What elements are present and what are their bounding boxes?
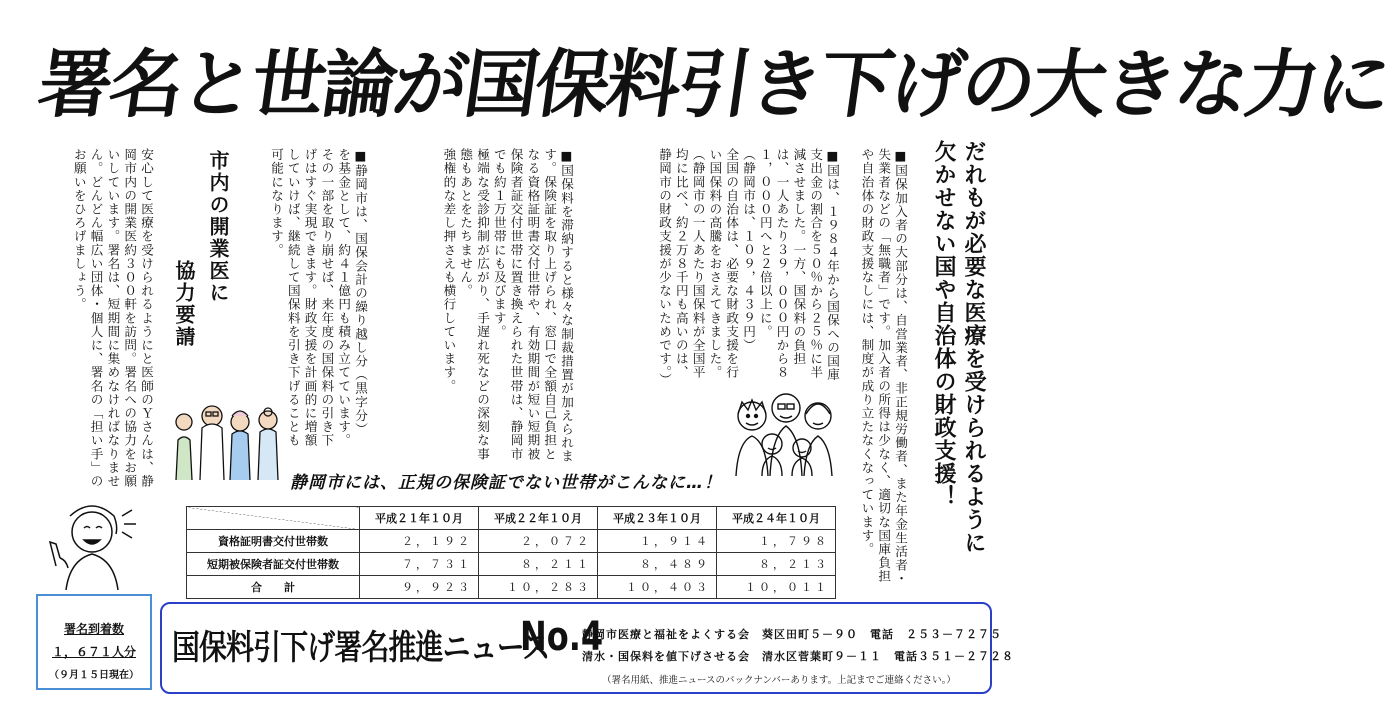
- middle-body-1: ■国保料を滞納すると様々な制裁措置が加えられます。保険証を取り上げられ、窓口で全額自己負担となる資格証明書交付世帯や、有効期間が短い短期被保険者証交付世帯に置き換えられた世帯は、静岡市でも約１万世帯にも及びます。 極端な受診抑制が広がり、手遅れ死などの深刻な事態もあとをたちません。 強権的な差し押さえも横行しています。: [441, 148, 574, 464]
- medical-staff-illustration: [170, 400, 288, 480]
- signature-count-value: １，６７１人分: [51, 645, 136, 659]
- table-cell: ２，０７２: [479, 530, 598, 553]
- news-number: No.4: [520, 614, 604, 660]
- table-header: 平成２２年１０月: [479, 507, 598, 530]
- table-cell: ８，２１１: [479, 553, 598, 576]
- headline: 署名と世論が国保料引き下げの大きな力に: [32, 42, 1394, 128]
- table-corner: [187, 507, 360, 530]
- table-row: [187, 553, 836, 576]
- right-body-1: ■国保加入者の大部分は、自営業者、非正規労働者、また年金生活者・失業者などの「無職者」です。加入者の所得は少なく、適切な国庫負担や自治体の財政支援なしには、制度が成り立たなくなっています。: [859, 148, 908, 586]
- row-label: 合 計: [187, 576, 360, 599]
- table-row: [187, 576, 836, 599]
- table-cell: ２，１９２: [360, 530, 479, 553]
- news-note: （署名用紙、推進ニュースのバックナンバーあります。上記までご連絡ください。）: [602, 675, 956, 686]
- table-cell: １０，４０３: [598, 576, 717, 599]
- table-cell: １，７９８: [717, 530, 836, 553]
- right-subhead: だれもが必要な医療を受けられるように 欠かせない国や自治体の財政支援！: [931, 140, 986, 554]
- row-label: 短期被保険者証交付世帯数: [187, 553, 360, 576]
- table-row: [187, 530, 836, 553]
- signature-count-date: （９月１５日現在）: [49, 670, 139, 681]
- table-header-row: [187, 507, 836, 530]
- row-label: 資格証明書交付世帯数: [187, 530, 360, 553]
- table-header: 平成２３年１０月: [598, 507, 717, 530]
- news-box: [160, 602, 1014, 694]
- right-body-2: ■国は、１９８４年から国保への国庫支出金の割合を５０％から２５％に半減させました。一方、国保料の負担は、一人あたり３９，０００円から８１，０００円へと２倍以上に。 （静岡市は、１０９，４３９円） 全国の自治体は、必要な財政支援を行い国保料の高騰をおさえてきました。（静岡市の一人あたり国保料が全国平均に比べ、約２万８千円も高いのは、静岡市の財政支援が少ないためです。）: [657, 148, 840, 387]
- table-cell: １０，２８３: [479, 576, 598, 599]
- household-table: [186, 506, 836, 599]
- left-subhead: 市内の開業医に: [206, 150, 230, 304]
- left-body: 安心して医療を受けられるようにと医師のＹさんは、静岡市内の開業医約３００軒を訪問。署名への協力をお願いしています。署名は、短期間に集めなければなりません。どんどん幅広い団体・個人に、署名の「担い手」のお願いをひろげましょう。: [71, 148, 154, 488]
- handwritten-caption: 静岡市には、正規の保険証でない世帯がこんなに…！: [290, 473, 722, 493]
- news-title: 国保料引下げ署名推進ニュース: [172, 628, 550, 668]
- org-line-1: 静岡市医療と福祉をよくする会 葵区田町５－９０ 電話 ２５３－７２７５: [582, 628, 1002, 641]
- left-subhead-2: 協力要請: [172, 260, 196, 348]
- table-cell: １，９１４: [598, 530, 717, 553]
- table-cell: ７，７３１: [360, 553, 479, 576]
- middle-body-2: ■静岡市は、国保会計の繰り越し分（黒字分）を基金として、約４１億円も積み立てています。 その一部を取り崩せば、来年度の国保料の引き下げはすぐ実現できます。財政支援を計画的に増額していけば、継続して国保料を引き下げることも可能になります。: [269, 148, 368, 448]
- family-illustration: [722, 386, 846, 476]
- signature-count-box: [36, 594, 152, 690]
- table-cell: １０，０１１: [717, 576, 836, 599]
- table-cell: ９，９２３: [360, 576, 479, 599]
- pointing-person-illustration: [42, 496, 142, 590]
- signature-count-title: 署名到着数: [63, 622, 124, 636]
- table-cell: ８，２１３: [717, 553, 836, 576]
- table-header: 平成２１年１０月: [360, 507, 479, 530]
- org-line-2: 清水・国保料を値下げさせる会 清水区菅葉町９－１１ 電話３５１－２７２８: [582, 650, 1014, 663]
- table-header: 平成２４年１０月: [717, 507, 836, 530]
- table-cell: ８，４８９: [598, 553, 717, 576]
